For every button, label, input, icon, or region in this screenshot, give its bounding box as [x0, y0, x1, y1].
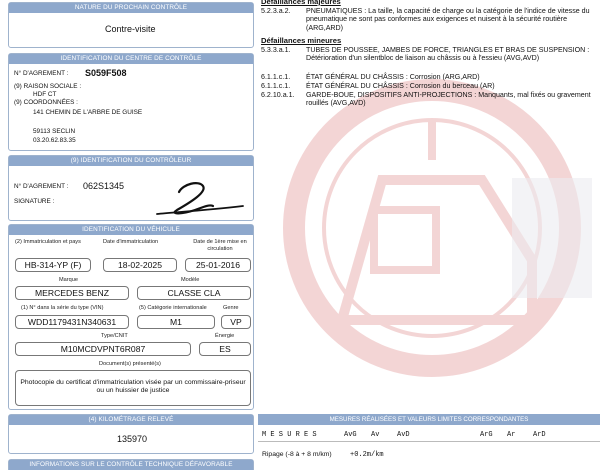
- kilometrage-section: [8, 414, 254, 454]
- energie-label: Énergie: [215, 333, 235, 339]
- modele-value: CLASSE CLA: [137, 286, 251, 300]
- mineure-0-text: TUBES DE POUSSEE, JAMBES DE FORCE, TRIANGLES ET BRAS DE SUSPENSION : Détérioration d'un silentbloc de liaison au châssis ou à l'essieu (AVG,AVD): [306, 46, 590, 63]
- controleur-header: (9) IDENTIFICATION DU CONTRÔLEUR: [9, 156, 253, 166]
- vin-label: (1) N° dans la série du type (VIN): [21, 305, 104, 311]
- majeure-0-code: 5.2.3.a.2.: [261, 7, 291, 15]
- next-control-header: NATURE DU PROCHAIN CONTRÔLE: [9, 3, 253, 13]
- vehicule-section: [8, 224, 254, 410]
- col-av: Av: [371, 431, 380, 439]
- centre-address: 141 CHEMIN DE L'ARBRE DE GUISE: [33, 109, 143, 116]
- ripage-label: Ripage (-8 à + 8 m/km): [262, 451, 332, 458]
- date-immat-label: Date d'immatriculation: [103, 239, 159, 245]
- date-first-label: Date de 1ère mise en circulation: [193, 239, 247, 252]
- controleur-agrement-label: N° D'AGREMENT :: [14, 183, 69, 190]
- mesures-title-row: [258, 428, 600, 442]
- col-ard: ArD: [533, 431, 546, 439]
- kilometrage-header: (4) KILOMÉTRAGE RELEVÉ: [9, 415, 253, 425]
- immat-label: (2) Immatriculation et pays: [15, 239, 81, 245]
- mineure-3-code: 6.2.10.a.1.: [261, 91, 295, 99]
- majeure-0-text: PNEUMATIQUES : La taille, la capacité de charge ou la catégorie de l'indice de vitesse du pneumatique ne sont pas conformes aux exigences et nuisent à la sécurité routière (ARG,ARD): [306, 7, 590, 32]
- mineures-title: Défaillances mineures: [261, 36, 342, 45]
- energie-value: ES: [199, 342, 251, 356]
- col-avd: AvD: [397, 431, 410, 439]
- informations-header: INFORMATIONS SUR LE CONTRÔLE TECHNIQUE DÉFAVORABLE: [9, 460, 253, 470]
- kilometrage-value: 135970: [117, 434, 148, 444]
- col-avg: AvG: [344, 431, 357, 439]
- centre-coord-label: (9) COORDONNÉES :: [14, 99, 78, 106]
- centre-phone: 03.20.62.83.35: [33, 137, 76, 144]
- modele-label: Modèle: [181, 277, 200, 283]
- genre-label: Genre: [223, 305, 239, 311]
- documents-value: Photocopie du certificat d'immatriculation visée par un commissaire-priseur ou un huissier de justice: [15, 370, 251, 406]
- centre-header: IDENTIFICATION DU CENTRE DE CONTRÔLE: [9, 54, 253, 64]
- genre-value: VP: [221, 315, 251, 329]
- controleur-signature: [139, 170, 249, 220]
- mineure-1-text: ÉTAT GÉNÉRAL DU CHÂSSIS : Corrosion (ARG,ARD): [306, 73, 480, 81]
- left-column: [8, 0, 254, 470]
- mineure-0-code: 5.3.3.a.1.: [261, 46, 291, 54]
- immat-value: HB-314-YP (F): [15, 258, 91, 272]
- documents-label: Document(s) présenté(s): [99, 361, 161, 367]
- mineure-1-code: 6.1.1.c.1.: [261, 73, 291, 81]
- mesures-title: M E S U R E S: [262, 431, 317, 439]
- col-arg: ArG: [480, 431, 493, 439]
- mineure-2-code: 6.1.1.c.1.: [261, 82, 291, 90]
- mineure-2-text: ÉTAT GÉNÉRAL DU CHÂSSIS : Corrosion du berceau (AR): [306, 82, 495, 90]
- mineure-3-text: GARDE-BOUE, DISPOSITIFS ANTI-PROJECTIONS : Manquants, mal fixés ou gravement rouillés (AVG,AVD): [306, 91, 591, 108]
- controleur-section: [8, 155, 254, 221]
- informations-section: [8, 459, 254, 470]
- date-immat-value: 18-02-2025: [103, 258, 177, 272]
- next-control-section: [8, 2, 254, 48]
- mesures-header: MESURES RÉALISÉES ET VALEURS LIMITES CORRESPONDANTES: [258, 414, 600, 425]
- type-label: Type/CNIT: [101, 333, 128, 339]
- centre-agrement-value: S059F508: [85, 68, 127, 78]
- vin-value: WDD1179431N340631: [15, 315, 129, 329]
- marque-value: MERCEDES BENZ: [15, 286, 129, 300]
- centre-agrement-label: N° D'AGREMENT :: [14, 70, 69, 77]
- right-column: [258, 0, 600, 470]
- date-first-value: 25-01-2016: [185, 258, 251, 272]
- col-ar: Ar: [507, 431, 516, 439]
- categorie-label: (5) Catégorie internationale: [139, 305, 207, 311]
- centre-raison-value: HDF CT: [33, 91, 57, 98]
- vehicule-header: IDENTIFICATION DU VÉHICULE: [9, 225, 253, 235]
- centre-section: [8, 53, 254, 151]
- controleur-signature-label: SIGNATURE :: [14, 198, 55, 205]
- next-control-value: Contre-visite: [105, 24, 156, 34]
- marque-label: Marque: [59, 277, 78, 283]
- type-value: M10MCDVPNT6R087: [15, 342, 191, 356]
- controleur-agrement-value: 062S1345: [83, 181, 125, 191]
- ripage-value: +0.2m/km: [350, 451, 384, 459]
- ripage-row: [258, 448, 600, 462]
- categorie-value: M1: [137, 315, 215, 329]
- centre-city: 59113 SECLIN: [33, 128, 76, 135]
- centre-raison-label: (9) RAISON SOCIALE :: [14, 83, 82, 90]
- majeures-title: Défaillances majeures: [261, 0, 341, 6]
